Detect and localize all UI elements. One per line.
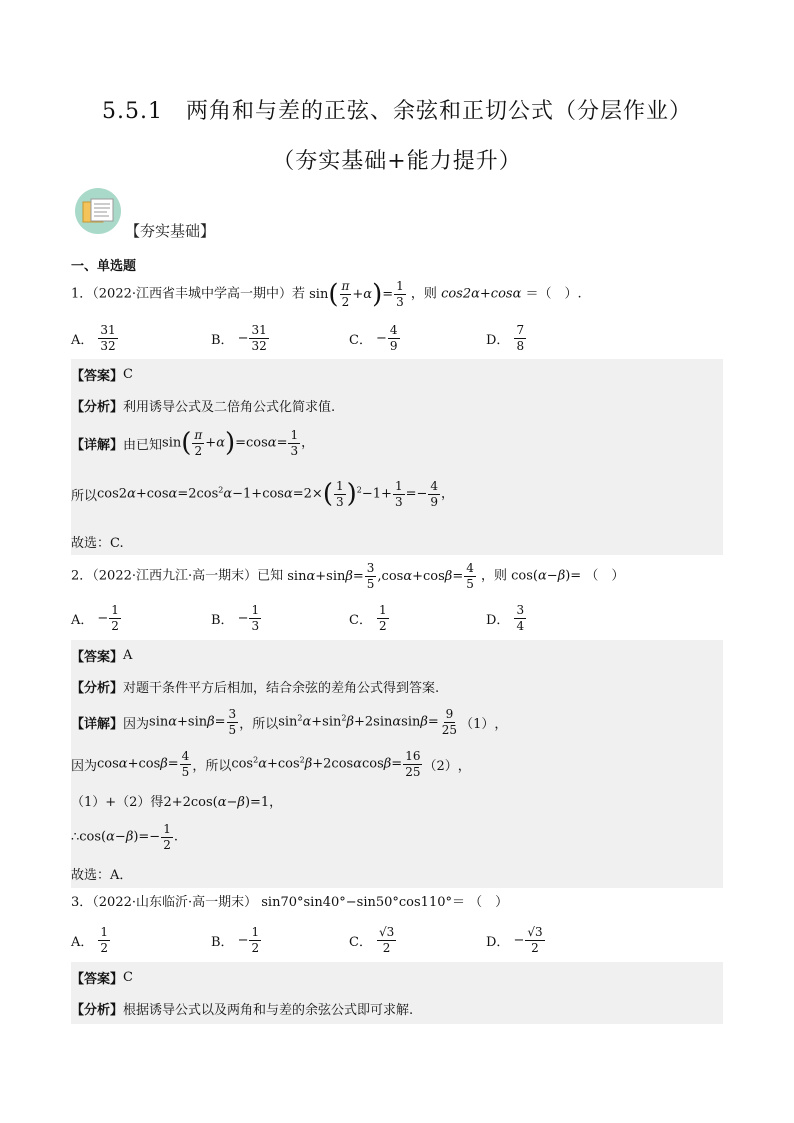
question-2-detail-line-2: 因为 cosα+cosβ= $\frac{4}{5}$ ，所以 $\cos^2\alpha+\cos^2\beta+2\cos\alpha\cos\beta=$ $\frac{16}{25}$ （2） ， bbox=[71, 748, 471, 779]
question-1-prefix: 1．（2022·江西省丰城中学高一期中）若 bbox=[71, 286, 305, 302]
question-2: 2．（2022·江西九江·高一期末）已知 sinα+sinβ= $\frac{3}{5}$ ,cosα+cosβ= $\frac{4}{5}$ ，则 cos(α−β)= （ ） bbox=[71, 561, 625, 591]
question-1-detail: 【详解】 由已知 sin( $\frac{\pi}{2}$ +α)=cosα= $\frac{1}{3}$ ， bbox=[71, 427, 315, 458]
option-d[interactable]: D． $\frac{3}{4}$ bbox=[486, 602, 525, 633]
option-a[interactable]: A． $\frac{1}{2}$ bbox=[71, 924, 109, 955]
option-b[interactable]: B． − $\frac{1}{3}$ bbox=[211, 602, 260, 633]
option-c[interactable]: C． − $\frac{4}{9}$ bbox=[349, 322, 398, 353]
question-2-detail-line-3: （1）+（2）得 2+2cos(α−β)=1， bbox=[71, 794, 283, 810]
question-2-detail-line-1: 【详解】 因为 sinα+sinβ= $\frac{3}{5}$ ，所以 $\sin^2\alpha+\sin^2\beta+2\sin\alpha\sin\beta=$ $\frac{9}{25}$ （1） ， bbox=[71, 706, 508, 737]
question-3-options bbox=[71, 922, 651, 958]
question-3: 3．（2022·山东临沂·高一期末） sin70°sin40°−sin50°cos110°＝ （ ） bbox=[71, 895, 509, 910]
question-1-derivation: 所以 $\cos 2\alpha+\cos\alpha=2\cos^2\alpha-1+\cos\alpha=2\times$( $\frac{1}{3}$ )$^2$−1+ $\frac{1}{3}$ =− $\frac{4}{9}$ ， bbox=[71, 478, 455, 509]
option-d[interactable]: D． $\frac{7}{8}$ bbox=[486, 322, 525, 353]
question-2-detail-line-4: ∴ cos(α−β)=− $\frac{1}{2}$ . bbox=[71, 821, 178, 852]
question-1 bbox=[71, 280, 651, 308]
option-d[interactable]: D． − $\frac{√3}{2}$ bbox=[486, 924, 543, 955]
question-2-options bbox=[71, 600, 651, 636]
question-1-condition: sin( $\frac{\pi}{2}$ +α)= $\frac{1}{3}$ bbox=[309, 279, 404, 310]
question-3-analysis: 【分析】 根据诱导公式以及两角和与差的余弦公式即可求解. bbox=[71, 1002, 414, 1018]
question-2-analysis: 【分析】 对题干条件平方后相加，结合余弦的差角公式得到答案. bbox=[71, 680, 440, 696]
question-1-end: ＝（ ）. bbox=[525, 286, 582, 302]
page-subtitle: （夯实基础+能力提升） bbox=[272, 149, 522, 174]
option-b[interactable]: B． − $\frac{31}{32}$ bbox=[211, 322, 267, 353]
question-1-options bbox=[71, 320, 651, 356]
option-b[interactable]: B． − $\frac{1}{2}$ bbox=[211, 924, 260, 955]
option-a[interactable]: A． − $\frac{1}{2}$ bbox=[71, 602, 119, 633]
option-a[interactable]: A． $\frac{31}{32}$ bbox=[71, 322, 116, 353]
question-1-mid: ，则 bbox=[410, 286, 437, 302]
part-heading: 一、单选题 bbox=[71, 259, 137, 274]
question-3-answer: 【答案】 C bbox=[71, 969, 133, 987]
section-label: 【夯实基础】 bbox=[125, 222, 216, 240]
section-badge bbox=[75, 188, 121, 234]
worksheet-icon bbox=[81, 198, 115, 224]
option-c[interactable]: C． $\frac{1}{2}$ bbox=[349, 602, 387, 633]
page-title: 5.5.1 两角和与差的正弦、余弦和正切公式（分层作业） bbox=[102, 99, 692, 124]
question-1-expr: cos2α+cosα bbox=[441, 286, 522, 302]
question-2-conclusion: 故选：A． bbox=[71, 867, 133, 883]
question-2-answer: 【答案】 A bbox=[71, 647, 133, 665]
question-1-conclusion: 故选：C. bbox=[71, 535, 124, 551]
question-1-analysis: 【分析】 利用诱导公式及二倍角公式化简求值. bbox=[71, 399, 336, 415]
option-c[interactable]: C． $\frac{√3}{2}$ bbox=[349, 924, 395, 955]
question-1-answer: 【答案】 C bbox=[71, 366, 133, 384]
